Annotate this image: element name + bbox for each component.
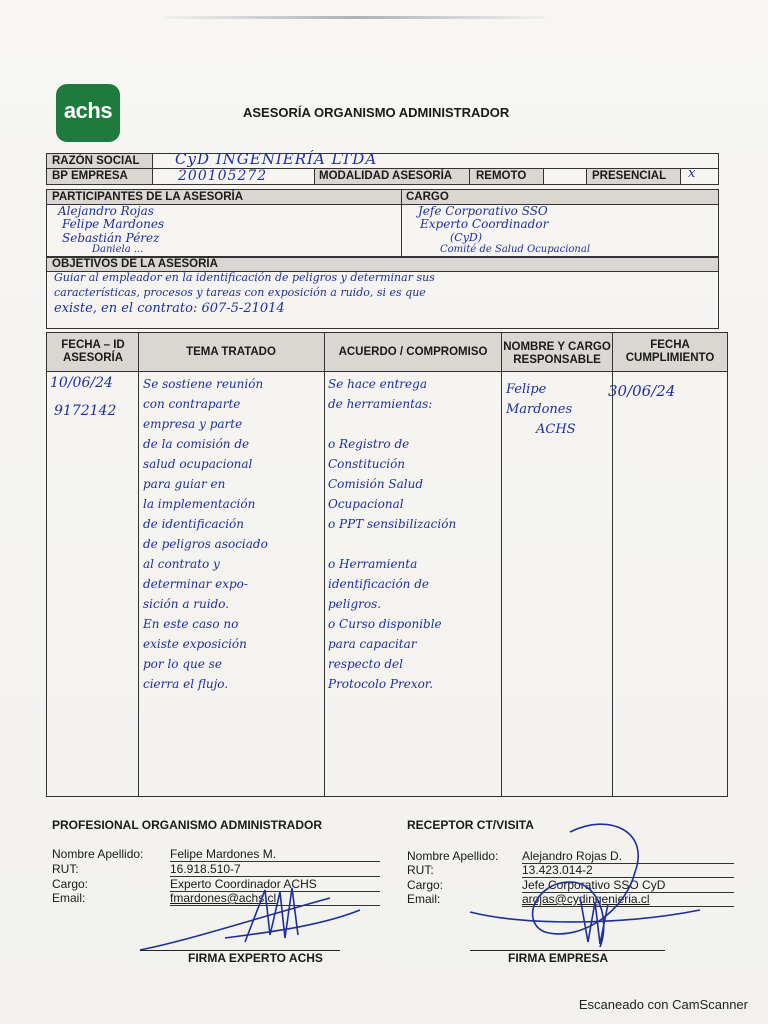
remoto-label: REMOTO: [476, 170, 527, 182]
bp-empresa-label: BP EMPRESA: [52, 170, 128, 182]
presencial-label: PRESENCIAL: [592, 170, 667, 182]
profesional-title: PROFESIONAL ORGANISMO ADMINISTRADOR: [52, 818, 323, 832]
row-fecha: 10/06/24: [50, 375, 113, 391]
participant-name: Felipe Mardones: [62, 217, 165, 231]
right-email-value: arojas@cydingenieria.cl: [522, 892, 734, 907]
left-rut-value: 16.918.510-7: [170, 862, 380, 877]
razon-social-value: CyD INGENIERÍA LTDA: [175, 150, 378, 168]
participant-name: Daniela ...: [92, 244, 144, 255]
right-cargo-value: Jefe Corporativo SSO CyD: [522, 878, 734, 893]
acuerdo-header: ACUERDO / COMPROMISO: [338, 345, 488, 358]
left-email-value: fmardones@achs.cl: [170, 891, 380, 906]
scanner-watermark: Escaneado con CamScanner: [578, 997, 748, 1012]
left-nombre-value: Felipe Mardones M.: [170, 847, 380, 862]
participant-cargo: (CyD): [450, 231, 483, 244]
row-cumplimiento: 30/06/24: [608, 382, 676, 400]
participant-cargo: Jefe Corporativo SSO: [418, 204, 548, 218]
participant-cargo: Experto Coordinador: [420, 217, 549, 231]
responsable-text: Felipe Mardones ACHS: [506, 382, 576, 437]
participant-name: Sebastián Pérez: [62, 231, 160, 245]
participant-name: Alejandro Rojas: [58, 204, 154, 218]
right-rut-value: 13.423.014-2: [522, 863, 734, 878]
acuerdo-compromiso-text: Se hace entrega de herramientas: o Registro de Constitución Comisión Salud Ocupacional o PPT sensibilización o Herramienta identificación de peligros. o Curso disponible para capacitar respecto del Protocolo Prexor.: [328, 377, 457, 691]
right-nombre-value: Alejandro Rojas D.: [522, 849, 734, 864]
right-rut-label: RUT:: [407, 863, 434, 877]
razon-social-label: RAZÓN SOCIAL: [52, 155, 140, 167]
scan-edge-line: [165, 16, 545, 19]
fecha-id-header: FECHA – ID ASESORÍA: [61, 339, 125, 364]
logo-text: achs: [63, 98, 113, 123]
right-nombre-label: Nombre Apellido:: [407, 849, 499, 863]
tema-tratado-text: Se sostiene reunión con contraparte empresa y parte de la comisión de salud ocupacional para guiar en la implementación de identificación de peligros asociado al contrato y determinar expo- sición a ruido. En este caso no existe exposición por lo que se cierra el flujo.: [143, 377, 268, 691]
receptor-title: RECEPTOR CT/VISITA: [407, 818, 534, 832]
objectives-header: OBJETIVOS DE LA ASESORÍA: [52, 258, 218, 270]
tema-header: TEMA TRATADO: [186, 345, 276, 358]
objective-line: características, procesos y tareas con exposición a ruido, si es que: [54, 286, 426, 299]
left-email-label: Email:: [52, 891, 86, 905]
cumplimiento-header: FECHA CUMPLIMIENTO: [625, 339, 715, 364]
document-title: ASESORÍA ORGANISMO ADMINISTRADOR: [243, 105, 510, 120]
left-cargo-label: Cargo:: [52, 877, 89, 891]
left-signature-drawing: [130, 880, 370, 960]
objective-line: existe, en el contrato: 607-5-21014: [54, 301, 285, 316]
right-cargo-label: Cargo:: [407, 878, 444, 892]
participants-header: PARTICIPANTES DE LA ASESORÍA: [52, 191, 244, 203]
left-nombre-label: Nombre Apellido:: [52, 847, 144, 861]
modalidad-label: MODALIDAD ASESORÍA: [319, 170, 453, 182]
cargo-header: CARGO: [406, 191, 449, 203]
participant-cargo: Comité de Salud Ocupacional: [440, 244, 591, 255]
right-signature-drawing: [450, 812, 710, 962]
presencial-checkmark: x: [688, 166, 696, 181]
left-rut-label: RUT:: [52, 862, 79, 876]
row-id: 9172142: [54, 403, 117, 419]
left-cargo-value: Experto Coordinador ACHS: [170, 877, 380, 892]
achs-logo: [56, 84, 120, 142]
bp-empresa-value: 200105272: [178, 168, 268, 184]
firma-empresa-label: FIRMA EMPRESA: [508, 951, 609, 965]
responsable-header: NOMBRE Y CARGO RESPONSABLE: [503, 341, 611, 366]
right-email-label: Email:: [407, 892, 441, 906]
objective-line: Guiar al empleador en la identificación de peligros y determinar sus: [54, 271, 435, 284]
firma-experto-label: FIRMA EXPERTO ACHS: [188, 951, 323, 965]
